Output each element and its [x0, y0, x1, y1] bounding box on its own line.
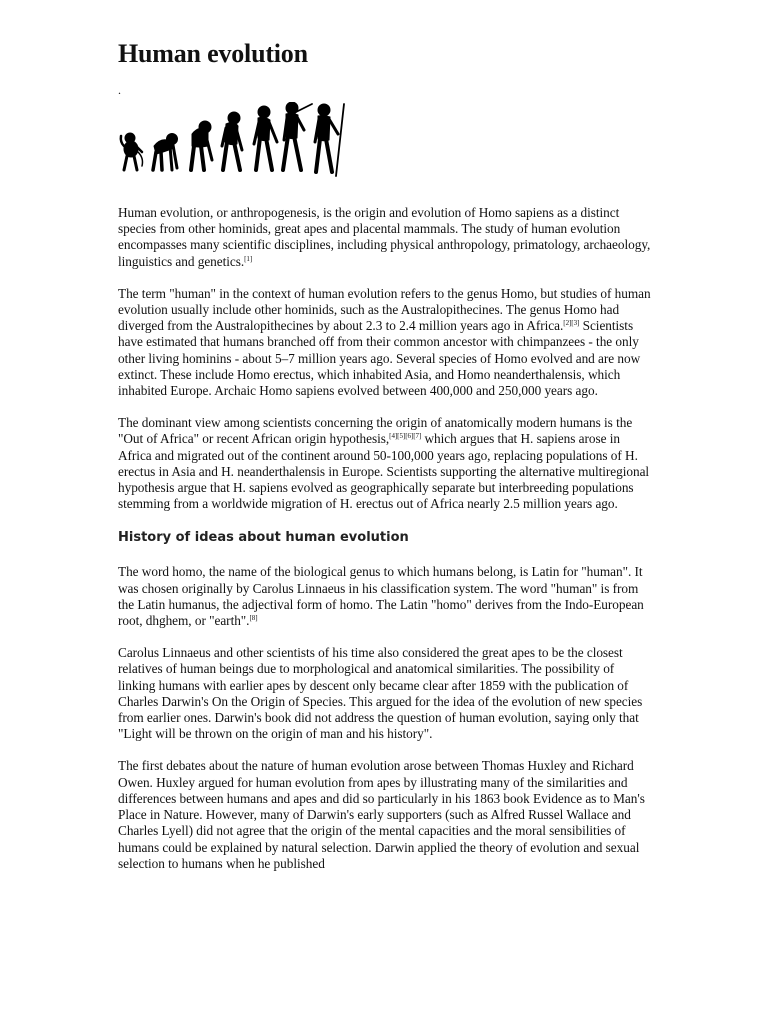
early-hominid-silhouette — [191, 121, 212, 170]
paragraph: The word homo, the name of the biological genus to which humans belong, is Latin for "human". It was chosen originally by Carolus Linnaeus in his classification system. The word "human" is from the Latin humanus, the adjectival form of homo. The Latin "homo" derives from the Indo-European root, dhghem, or "earth".[8] — [118, 564, 644, 629]
paragraph: Carolus Linnaeus and other scientists of his time also considered the great apes to be the closest relatives of human beings due to morphological and anatomical similarities. The possibility of linking humans with earlier apes by descent only became clear after 1859 with the publication of Charles Darwin's On the Origin of Species. This argued for the idea of the evolution of new species from earlier ones. Darwin's book did not address the question of human evolution, saying only that "Light will be thrown on the origin of man and his history". — [118, 645, 643, 742]
homo-habilis-silhouette — [254, 106, 277, 170]
human-evolution-silhouettes-icon — [118, 102, 358, 178]
citation[interactable]: [4][5][6][7] — [389, 432, 422, 441]
citation[interactable]: [2][3] — [563, 319, 580, 328]
paragraph: The dominant view among scientists concerning the origin of anatomically modern humans is the "Out of Africa" or recent African origin hypothesis,[4][5][6][7] which argues that H. sapiens arose in Africa and migrated out of the continent around 50-100,000 years ago, replacing populations of H. erectus in Asia and H. neanderthalensis in Europe. Scientists supporting the alternative multiregional hypothesis argue that H. sapiens evolved as geographically separate but interbreeding populations stemming from a worldwide migration of H. erectus out of Africa nearly 2.5 million years ago. — [118, 415, 650, 512]
ape-silhouette — [153, 134, 178, 171]
paragraph: The term "human" in the context of human evolution refers to the genus Homo, but studies of human evolution usually include other hominids, such as the Australopithecines. The genus Homo had diverged from the Australopithecines by about 2.3 to 2.4 million years ago in Africa.[2][3] Scientists have estimated that humans branched off from their common ancestor with chimpanzees - the only other living hominins - about 5–7 million years ago. Several species of Homo evolved and are now extinct. These include Homo erectus, which inhabited Asia, and Homo neanderthalensis, which inhabited Europe. Archaic Homo sapiens evolved between 400,000 and 250,000 years ago. — [118, 285, 651, 399]
hominid-silhouette — [222, 112, 242, 170]
homo-sapiens-silhouette — [315, 104, 344, 176]
page-title: Human evolution — [118, 39, 308, 68]
evolution-figure — [118, 102, 358, 178]
paragraph: Human evolution, or anthropogenesis, is the origin and evolution of Homo sapiens as a distinct species from other hominids, great apes and placental mammals. The study of human evolution encompasses many scientific disciplines, including physical anthropology, primatology, archaeology, linguistics and genetics.[1] — [118, 205, 651, 269]
section-heading: History of ideas about human evolution — [118, 530, 409, 546]
paragraph: The first debates about the nature of human evolution arose between Thomas Huxley and Richard Owen. Huxley argued for human evolution from apes by illustrating many of the similarities and differences between humans and apes and did so particularly in his 1863 book Evidence as to Man's Place in Nature. However, many of Darwin's early supporters (such as Alfred Russel Wallace and Charles Lyell) did not agree that the origin of the mental capacities and the moral sensibilities of humans could be explained by natural selection. Darwin applied the theory of evolution and sexual selection to humans when he published — [118, 758, 645, 871]
homo-erectus-silhouette — [283, 102, 312, 170]
stray-dot: . — [118, 83, 121, 97]
citation[interactable]: [1] — [244, 254, 253, 263]
monkey-silhouette — [121, 133, 143, 170]
document-page — [118, 38, 653, 888]
citation[interactable]: [8] — [249, 614, 258, 623]
